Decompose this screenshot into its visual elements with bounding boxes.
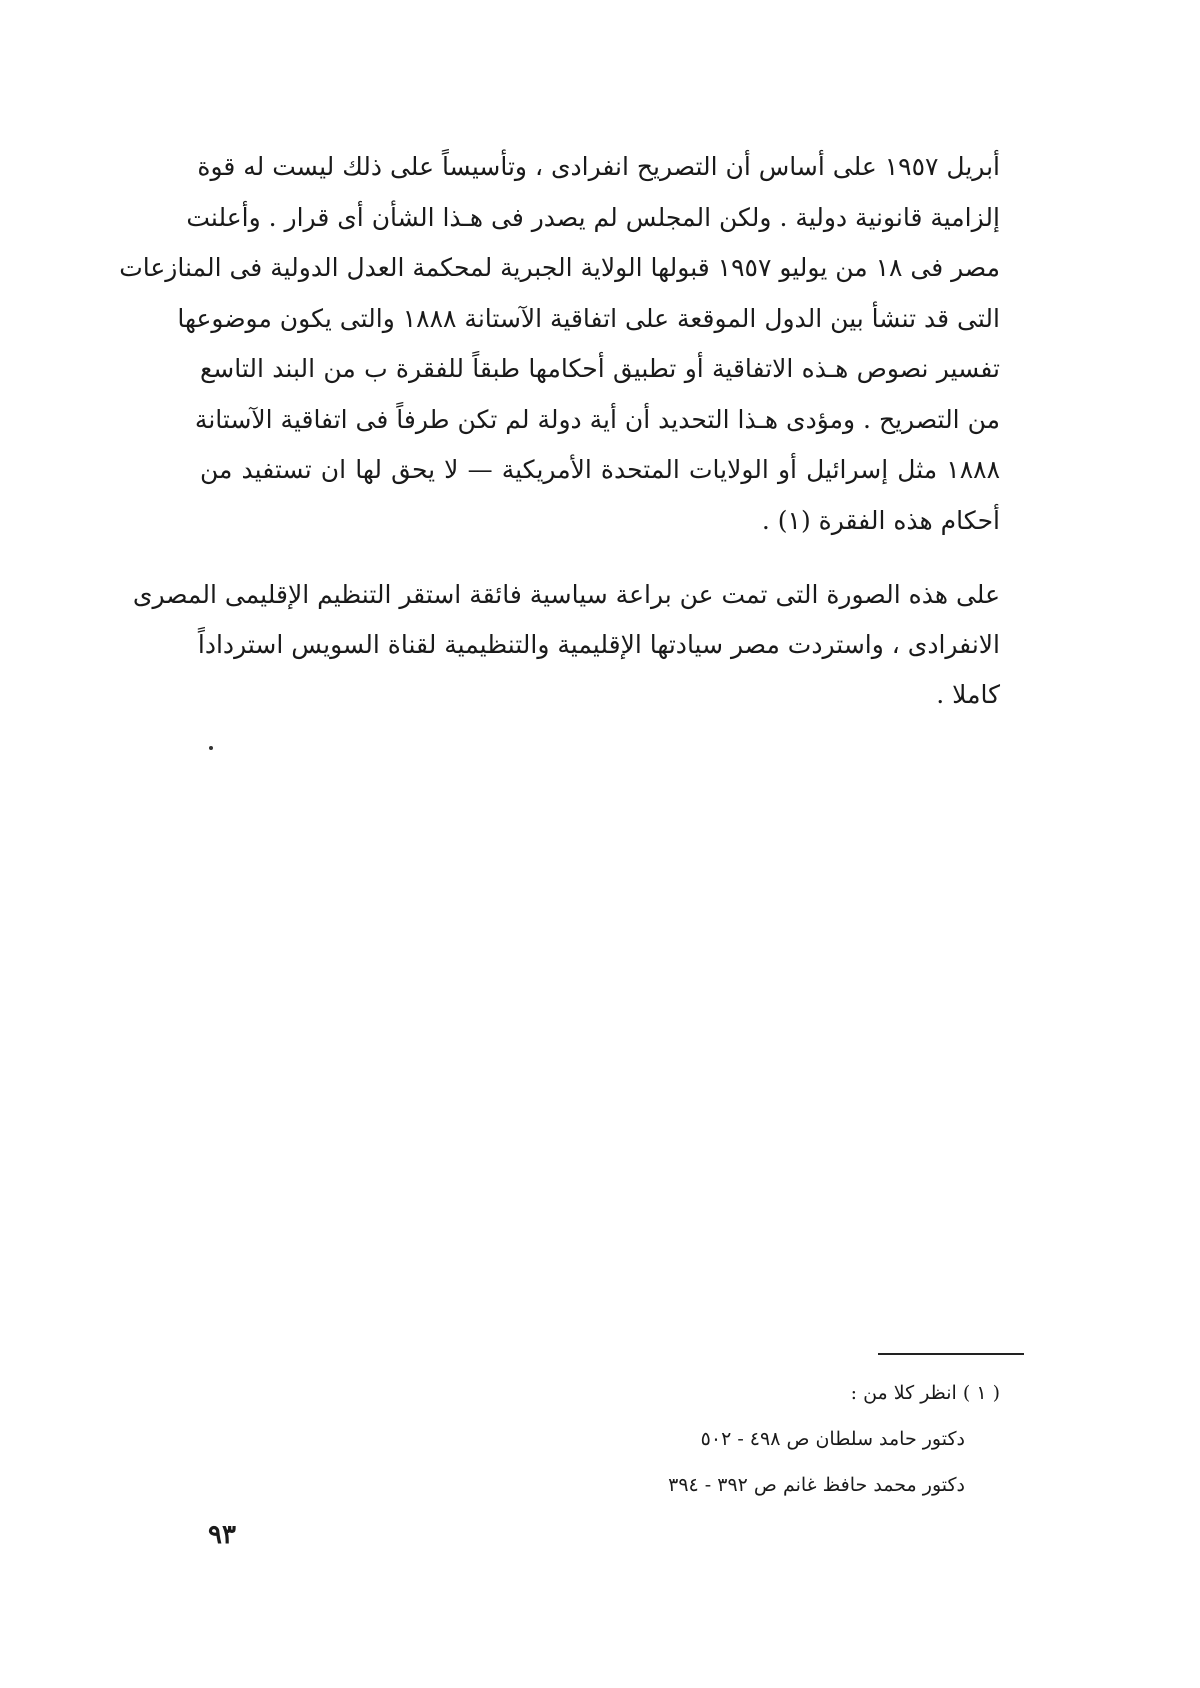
text-line: تفسير نصوص هـذه الاتفاقية أو تطبيق أحكامها طبقاً للفقرة ب من البند التاسع [200, 354, 1000, 383]
text-line: مصر فى ١٨ من يوليو ١٩٥٧ قبولها الولاية الجبرية لمحكمة العدل الدولية فى المنازعات [119, 253, 1000, 282]
footnote-reference: ( ١ ) انظر كلا من : [850, 1382, 1000, 1404]
footnote-citation: دكتور حامد سلطان ص ٤٩٨ - ٥٠٢ [700, 1428, 965, 1450]
text-line: على هذه الصورة التى تمت عن براعة سياسية فائقة استقر التنظيم الإقليمى المصرى [132, 580, 1000, 609]
text-line: أبريل ١٩٥٧ على أساس أن التصريح انفرادى ، وتأسيساً على ذلك ليست له قوة [197, 152, 1000, 181]
body-paragraph-1 [119, 142, 1000, 546]
page-number: ٩٣ [208, 1520, 236, 1550]
text-line: التى قد تنشأ بين الدول الموقعة على اتفاقية الآستانة ١٨٨٨ والتى يكون موضوعها [177, 303, 1000, 333]
body-paragraph-2 [132, 570, 1000, 720]
text-line: كاملا . [936, 680, 1000, 709]
footnotes [580, 1370, 1000, 1508]
text-line: الانفرادى ، واستردت مصر سيادتها الإقليمية والتنظيمية لقناة السويس استرداداً [197, 630, 1000, 659]
text-line: أحكام هذه الفقرة (١) . [761, 505, 1000, 535]
footnote-citation: دكتور محمد حافظ غانم ص ٣٩٢ - ٣٩٤ [668, 1474, 965, 1496]
text-line: ١٨٨٨ مثل إسرائيل أو الولايات المتحدة الأمريكية — لا يحق لها ان تستفيد من [200, 455, 1000, 484]
text-line: إلزامية قانونية دولية . ولكن المجلس لم يصدر فى هـذا الشأن أى قرار . وأعلنت [186, 202, 1000, 232]
footnote-separator [878, 1353, 1024, 1355]
text-line: من التصريح . ومؤدى هـذا التحديد أن أية دولة لم تكن طرفاً فى اتفاقية الآستانة [194, 404, 1000, 434]
scan-speck [209, 746, 213, 750]
